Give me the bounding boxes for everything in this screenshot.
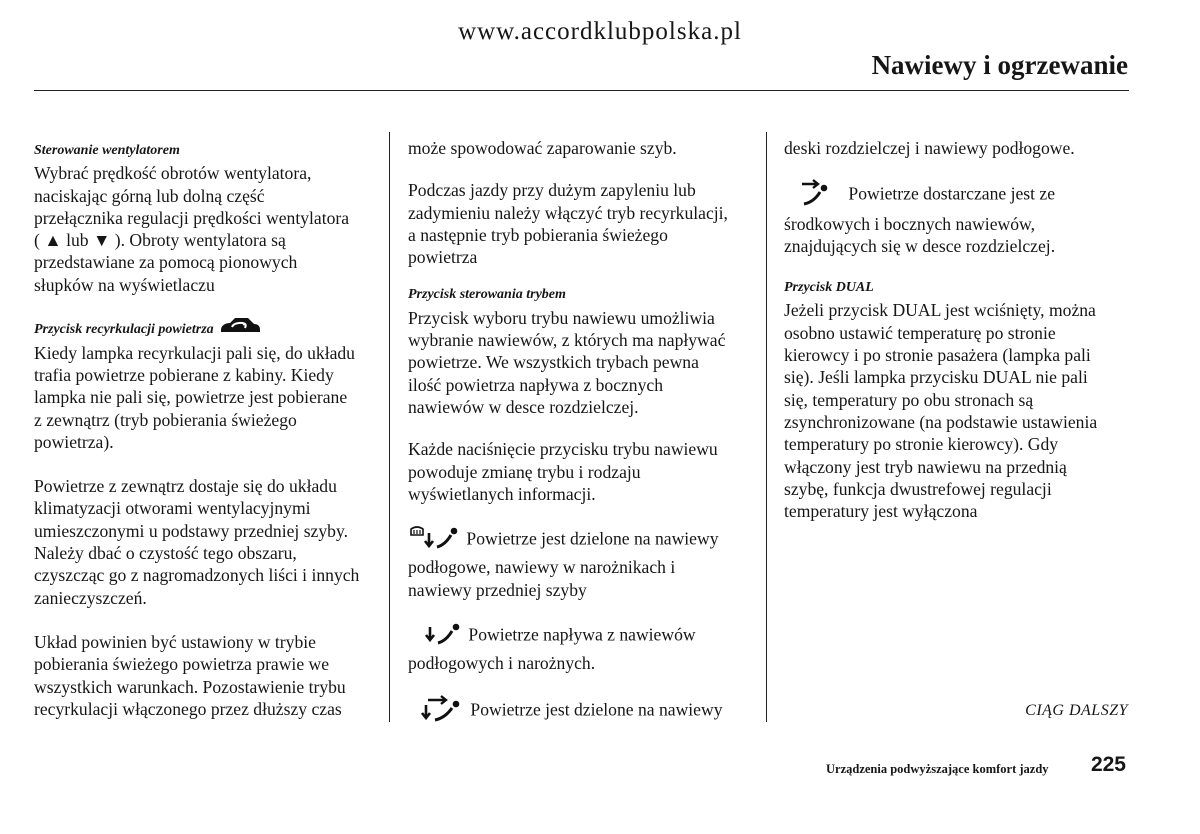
recirculation-car-icon — [218, 316, 262, 341]
text-line: znajdujących się w desce rozdzielczej. — [784, 235, 1056, 256]
mode-floor-line — [408, 621, 760, 652]
text-line: powietrza). — [34, 431, 114, 452]
text-line: powietrze. We wszystkich trybach pewna — [408, 352, 699, 373]
text-line: pobierania świeżego powietrza prawie we — [34, 654, 330, 675]
text-line: Każde naciśnięcie przycisku trybu nawiewu — [408, 439, 718, 460]
text-line: się, temperatury po obu stronach są — [784, 389, 1034, 410]
text-line: klimatyzacji otworami wentylacyjnymi — [34, 498, 311, 519]
text-line: środkowych i bocznych nawiewów, — [784, 213, 1035, 234]
column-3 — [784, 137, 1136, 522]
column-1 — [34, 140, 382, 720]
text-line: podłogowe, nawiewy w narożnikach i — [408, 557, 676, 578]
text-line: powoduje zmianę trybu i rodzaju — [408, 461, 641, 482]
text-line: temperatury jest wyłączona — [784, 501, 978, 522]
text-line: naciskając górną lub dolną część — [34, 185, 265, 206]
continued-label: CIĄG DALSZY — [1025, 702, 1128, 719]
text-line: zadymieniu należy włączyć tryb recyrkulacji, — [408, 202, 728, 223]
column-divider-2 — [766, 132, 767, 722]
text-line: Przycisk wyboru trybu nawiewu umożliwia — [408, 307, 715, 328]
subheading-mode-control: Przycisk sterowania trybem — [408, 287, 566, 303]
text-line: wybranie nawiewów, z których ma napływać — [408, 330, 726, 351]
text-line: nawiewy przedniej szyby — [408, 579, 587, 600]
text-line: nawiewów w desce rozdzielczej. — [408, 396, 639, 417]
text-line: trafia powietrze pobierane z kabiny. Kiedy — [34, 364, 334, 385]
footer-section-name: Urządzenia podwyższające komfort jazdy — [826, 762, 1049, 776]
text-line: z zewnątrz (tryb pobierania świeżego — [34, 409, 297, 430]
text-line: Powietrze z zewnątrz dostaje się do układu — [34, 476, 337, 497]
text-line: wyświetlanych informacji. — [408, 483, 596, 504]
text-line: Powietrze dostarczane jest ze — [848, 184, 1056, 204]
text-line: Jeżeli przycisk DUAL jest wciśnięty, można — [784, 300, 1096, 321]
text-line: wszystkich warunkach. Pozostawienie trybu — [34, 676, 346, 697]
subheading-recirculation-label: Przycisk recyrkulacji powietrza — [34, 322, 214, 338]
text-line: zanieczyszczeń. — [34, 587, 147, 608]
text-line: a następnie tryb pobierania świeżego — [408, 224, 668, 245]
text-line: Układ powinien być ustawiony w trybie — [34, 631, 316, 652]
text-line: ilość powietrza napływa z bocznych — [408, 374, 664, 395]
text-line: powietrza — [408, 247, 478, 268]
text-line: temperatury po stronie kierowcy). Gdy — [784, 434, 1059, 455]
header-url: www.accordklubpolska.pl — [458, 18, 742, 45]
mode-panel-line — [784, 179, 1136, 212]
text-line: ( ▲ lub ▼ ). Obroty wentylatora są — [34, 230, 286, 251]
text-line: włączony jest tryb nawiewu na przednią — [784, 456, 1067, 477]
floor-defrost-mode-icon — [408, 525, 462, 556]
text-line: słupków na wyświetlaczu — [34, 274, 215, 295]
subheading-recirculation — [34, 316, 382, 342]
text-line: deski rozdzielczej i nawiewy podłogowe. — [784, 138, 1075, 158]
text-line: umieszczonymi u podstawy przedniej szyby. — [34, 520, 348, 541]
text-line: może spowodować zaparowanie szyb. — [408, 138, 677, 158]
text-line: się). Jeśli lampka przycisku DUAL nie pali — [784, 367, 1088, 388]
text-line: czyszcząc go z nagromadzonych liści i innych — [34, 565, 360, 586]
text-line: Podczas jazdy przy dużym zapyleniu lub — [408, 180, 696, 201]
subheading-fan-control: Sterowanie wentylatorem — [34, 143, 180, 158]
text-line: Powietrze napływa z nawiewów — [468, 624, 696, 645]
text-line: przełącznika regulacji prędkości wentylatora — [34, 207, 350, 228]
text-line: recyrkulacji włączonego przez dłuższy czas — [34, 698, 342, 719]
mode-bilevel-line — [408, 695, 760, 728]
text-line: osobno ustawić temperaturę po stronie — [784, 322, 1056, 343]
text-line: przedstawiane za pomocą pionowych — [34, 252, 298, 273]
column-2 — [408, 137, 760, 728]
bilevel-mode-icon — [420, 695, 466, 728]
text-line: lampka nie pali się, powietrze jest pobierane — [34, 387, 348, 408]
text-line: Kiedy lampka recyrkulacji pali się, do układu — [34, 342, 355, 363]
text-line: Powietrze jest dzielone na nawiewy — [470, 699, 723, 720]
column-divider-1 — [389, 132, 390, 722]
text-line: Należy dbać o czystość tego obszaru, — [34, 543, 297, 564]
subheading-dual: Przycisk DUAL — [784, 280, 874, 296]
floor-mode-icon — [424, 621, 464, 652]
page-title: Nawiewy i ogrzewanie — [871, 50, 1128, 80]
text-line: zsynchronizowane (na podstawie ustawienia — [784, 411, 1098, 432]
page-number: 225 — [1090, 753, 1126, 776]
mode-floor-defrost-line — [408, 525, 760, 556]
text-line: szybę, funkcja dwustrefowej regulacji — [784, 478, 1052, 499]
text-line: podłogowych i narożnych. — [408, 653, 596, 674]
text-line: Wybrać prędkość obrotów wentylatora, — [34, 163, 312, 184]
panel-vent-mode-icon — [798, 179, 836, 212]
header-divider — [34, 90, 1129, 91]
text-line: Powietrze jest dzielone na nawiewy — [466, 528, 719, 549]
text-line: kierowcy i po stronie pasażera (lampka pali — [784, 345, 1091, 366]
